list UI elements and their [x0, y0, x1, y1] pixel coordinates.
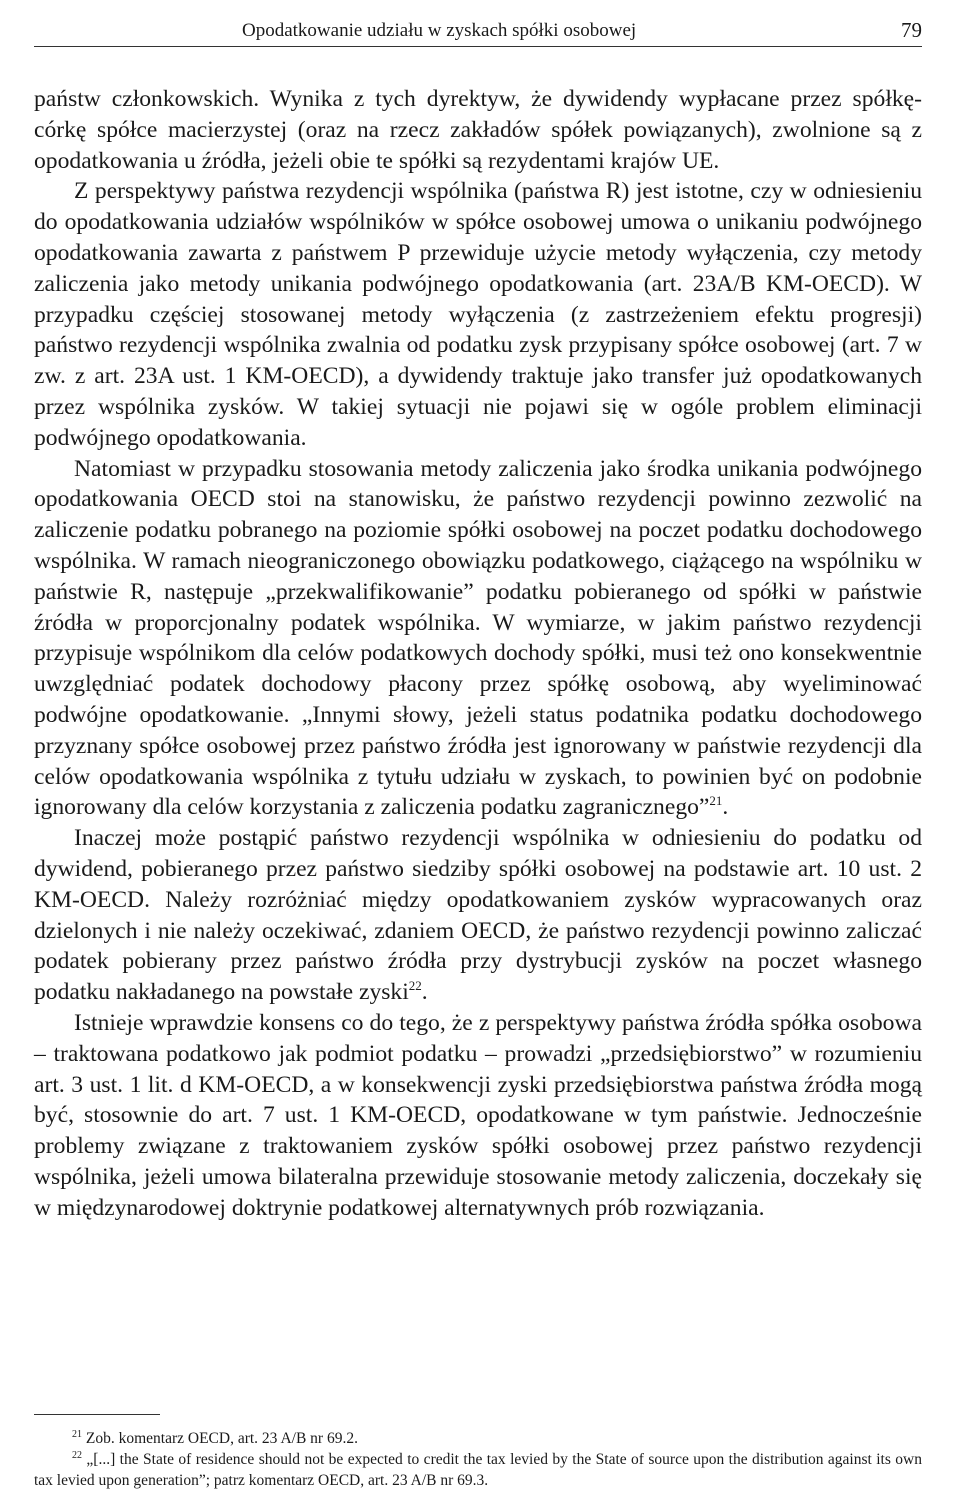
body-text — [34, 84, 922, 1223]
paragraph — [34, 823, 922, 1008]
paragraph-text: Z perspektywy państwa rezydencji wspólnika (państwa R) jest istotne, czy w odniesieniu do opodatkowania udziałów wspólników w spółce osobowej umowa o unikaniu podwójnego opodatkowania zawarta z państwem P przewiduje użycie metody wyłączenia, czy metody zaliczenia jako metody unikania podwójnego opodatkowania (art. 23A/B KM-OECD). W przypadku częściej stosowanej metody wyłączenia (z zastrzeżeniem efektu progresji) państwo rezydencji wspólnika zwalnia od podatku zysk przypisany spółce osobowej (art. 7 w zw. z art. 23A ust. 1 KM-OECD), a dywidendy traktuje jako transfer już opodatkowanych przez wspólnika zysków. W takiej sytuacji nie pojawi się w ogóle problem eliminacji podwójnego opodatkowania. — [34, 178, 922, 451]
paragraph-tail: . — [421, 979, 428, 1006]
footnote-number: 21 — [72, 1429, 82, 1440]
paragraph-text: państw członkowskich. Wynika z tych dyrektyw, że dywidendy wypłacane przez spółkę-córkę spółce macierzystej (oraz na rzecz zakładów spółek powiązanych), zwolnione są z opodatkowania u źródła, jeżeli obie te spółki są rezydentami krajów UE. — [34, 86, 922, 174]
footnotes — [34, 1428, 922, 1491]
footnote-text: „[...] the State of residence should not be expected to credit the tax levied by the State of source upon the distribution against its own tax levied upon generation”; patrz komentarz OECD, art. 23 A/B nr 69.3. — [34, 1451, 922, 1489]
paragraph — [34, 176, 922, 453]
paragraph — [34, 1008, 922, 1224]
paragraph-tail: . — [722, 794, 729, 821]
footnote-text: Zob. komentarz OECD, art. 23 A/B nr 69.2. — [85, 1430, 358, 1447]
footnote-separator — [34, 1414, 160, 1415]
footnote-ref[interactable]: 22 — [408, 978, 422, 994]
running-header — [34, 18, 922, 47]
footnote — [34, 1428, 922, 1449]
paragraph-text: Natomiast w przypadku stosowania metody zaliczenia jako środka unikania podwójnego opodatkowania OECD stoi na stanowisku, że państwo rezydencji powinno zezwolić na zaliczenie podatku pobranego na poziomie spółki osobowej na poczet podatku dochodowego wspólnika. W ramach nieograniczonego obowiązku podatkowego, ciążącego na wspólniku w państwie R, następuje „przekwalifikowanie” podatku pobieranego od spółki w państwie źródła w proporcjonalny podatek wspólnika. W wymiarze, w jakim państwo rezydencji przypisuje wspólnikom dla celów podatkowych dochody spółki, musi też ono konsekwentnie uwzględniać podatek dochodowy płacony przez spółkę osobową, aby wyeliminować podwójne opodatkowanie. „Innymi słowy, jeżeli status podatnika podatku dochodowego przyznany spółce osobowej przez państwo źródła jest ignorowany w państwie rezydencji dla celów opodatkowania wspólnika z tytułu udziału w zyskach, to powinien być on podobnie ignorowany dla celów korzystania z zaliczenia podatku zagranicznego” — [34, 455, 922, 821]
paragraph — [34, 84, 922, 176]
paragraph-text: Istnieje wprawdzie konsens co do tego, że z perspektywy państwa źródła spółka osobowa – traktowana podatkowo jak podmiot podatku – prowadzi „przedsiębiorstwo” w rozumieniu art. 3 ust. 1 lit. d KM-OECD, a w konsekwencji zyski przedsiębiorstwa państwa źródła mogą być, stosownie do art. 7 ust. 1 KM-OECD, opodatkowane w tym państwie. Jednocześnie problemy związane z traktowaniem zysków spółki osobowej przez państwo rezydencji wspólnika, jeżeli umowa bilateralna przewiduje stosowanie metody zaliczenia, doczekały się w międzynarodowej doktrynie podatkowej alternatywnych prób rozwiązania. — [34, 1009, 922, 1221]
paragraph — [34, 454, 922, 824]
page-number: 79 — [901, 18, 922, 42]
footnote — [34, 1449, 922, 1491]
footnote-number: 22 — [72, 1450, 82, 1461]
paragraph-text: Inaczej może postąpić państwo rezydencji wspólnika w odniesieniu do podatku od dywidend, pobieranego przez państwo siedziby spółki osobowej na podstawie art. 10 ust. 2 KM-OECD. Należy rozróżniać między opodatkowaniem zysków wypracowanych oraz dzielonych i nie należy oczekiwać, zdaniem OECD, że państwo rezydencji powinno zaliczać podatek pobierany przez państwo źródła przy dystrybucji zysków na poczet własnego podatku nakładanego na powstałe zyski — [34, 825, 922, 1006]
footnote-ref[interactable]: 21 — [709, 793, 723, 809]
running-title: Opodatkowanie udziału w zyskach spółki osobowej — [242, 20, 637, 41]
